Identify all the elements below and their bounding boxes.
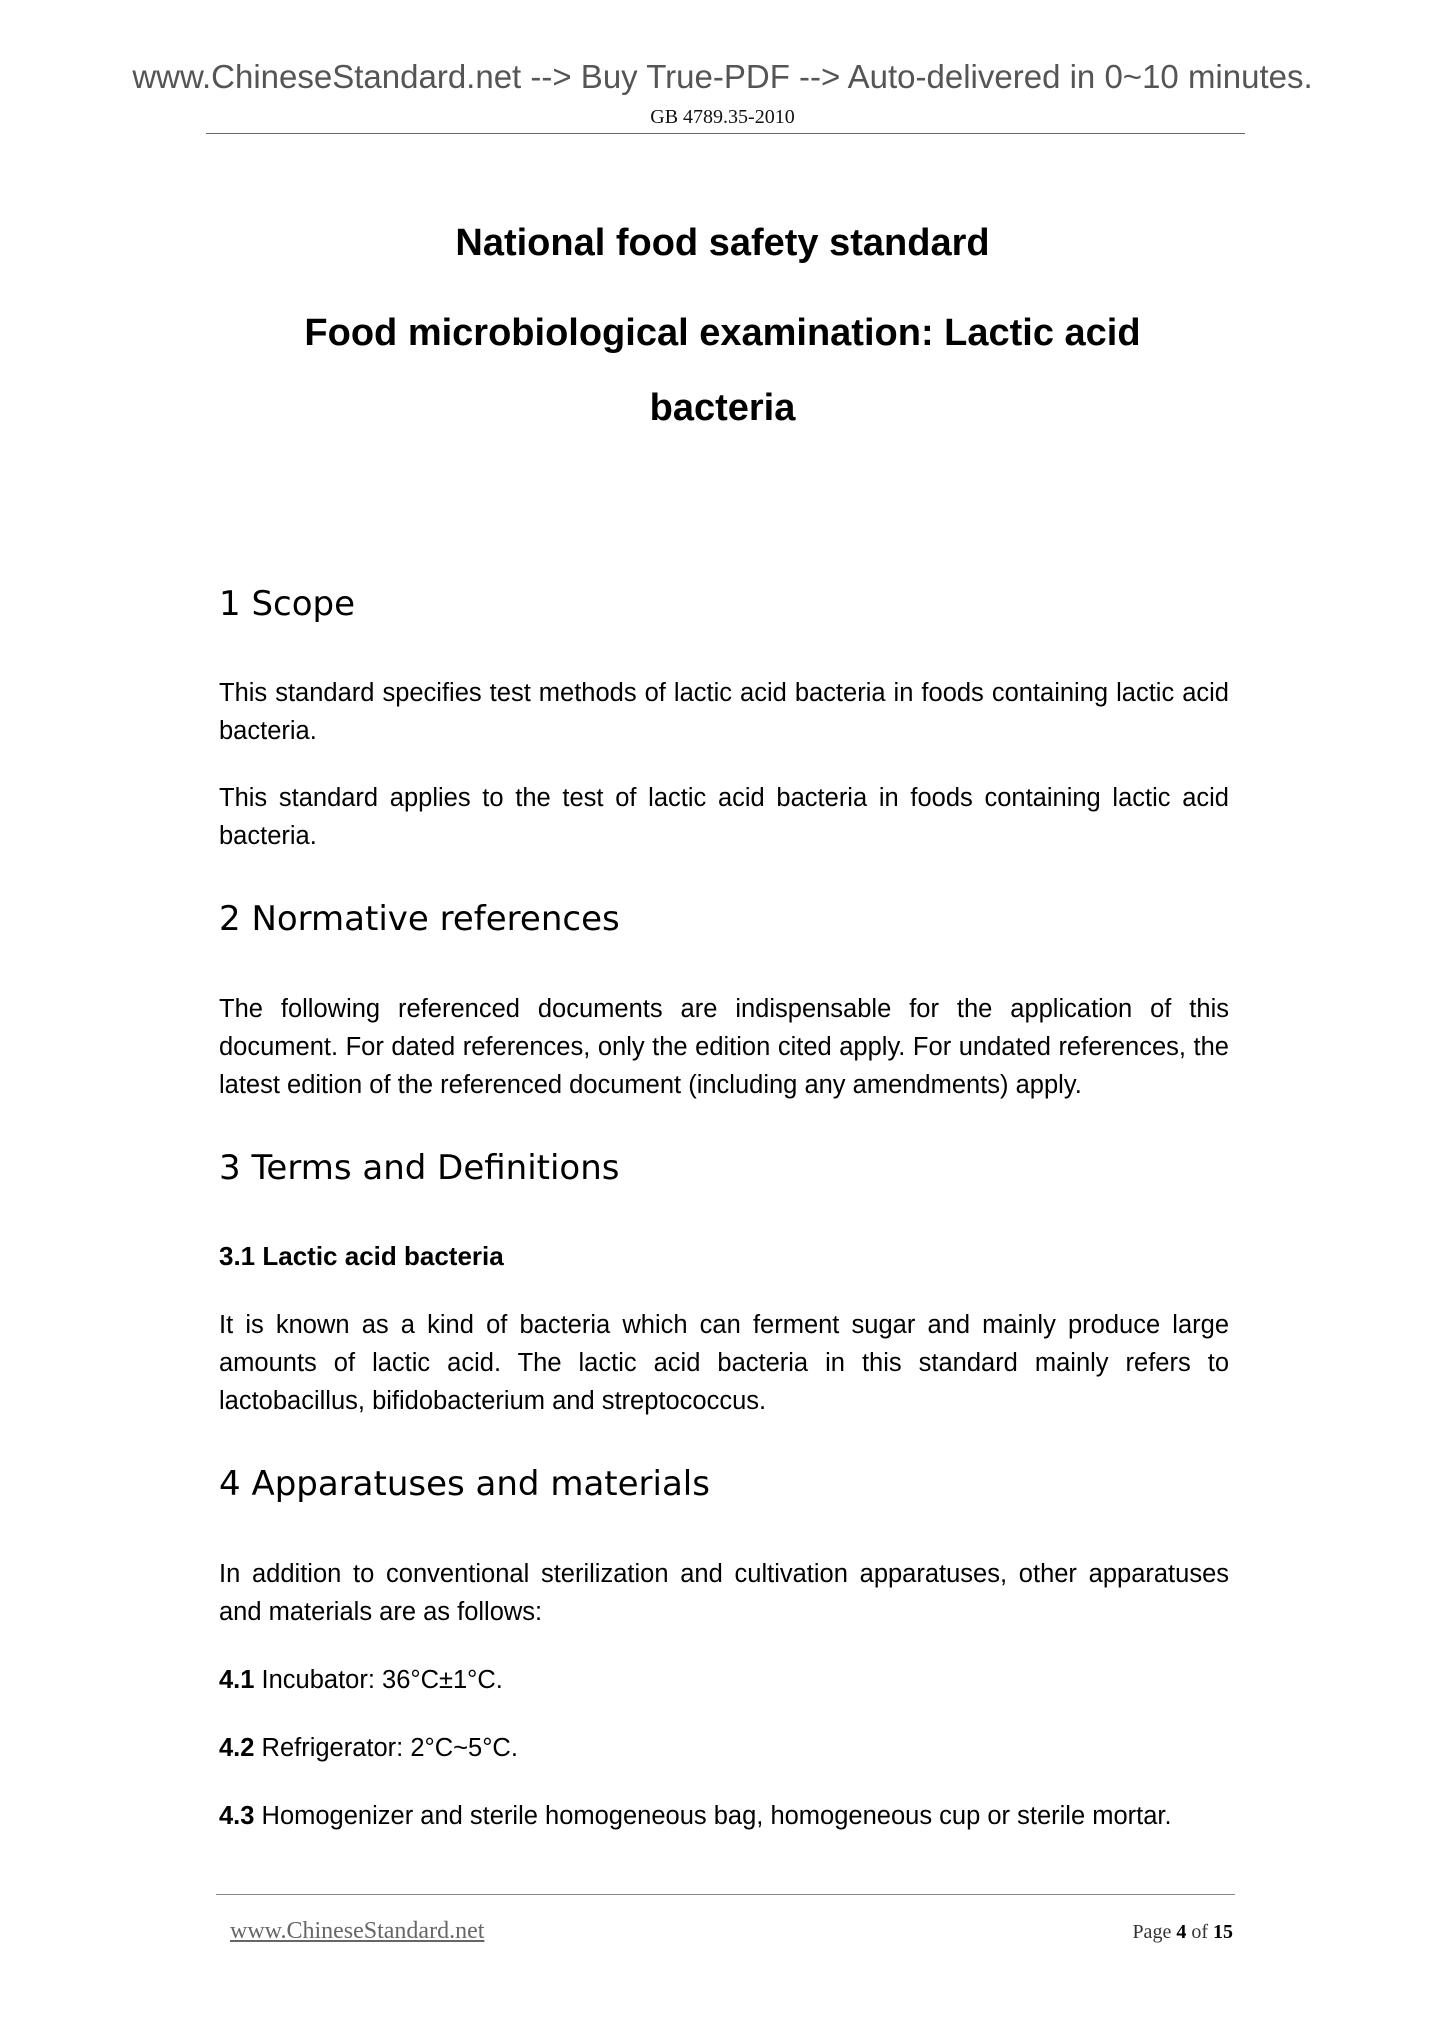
list-item-refrigerator [219,1729,1229,1767]
standard-number: GB 4789.35-2010 [650,106,795,128]
item-text: Homogenizer and sterile homogeneous bag, homogeneous cup or sterile mortar. [254,1802,1172,1830]
definition-paragraph: It is known as a kind of bacteria which can ferment sugar and mainly produce large amounts of lactic acid. The lactic acid bacteria in this standard mainly refers to lactobacillus, bifidobacterium and streptococcus. [219,1311,1229,1415]
document-title-line1: National food safety standard [455,222,990,264]
apparatuses-intro-paragraph: In addition to conventional sterilization and cultivation apparatuses, other apparatuses and materials are as follows: [219,1560,1229,1626]
section-heading-normative-references: 2 Normative references [219,899,620,939]
page-indicator [1132,1921,1233,1944]
section-heading-apparatuses: 4 Apparatuses and materials [219,1464,710,1504]
item-text: Refrigerator: 2°C~5°C. [254,1734,518,1762]
page-current: 4 [1176,1921,1187,1943]
section-heading-scope: 1 Scope [219,584,356,624]
item-text: Incubator: 36°C±1°C. [254,1666,503,1694]
section-heading-terms-definitions: 3 Terms and Definitions [219,1148,620,1188]
list-item-homogenizer [219,1797,1229,1835]
header-banner: www.ChineseStandard.net --> Buy True-PDF --> Auto-delivered in 0~10 minutes. [132,58,1313,95]
document-title-line2: Food microbiological examination: Lactic acid [304,312,1141,354]
page-label: Page [1132,1921,1177,1943]
scope-paragraph-2: This standard applies to the test of lactic acid bacteria in foods containing lactic acid bacteria. [219,784,1229,850]
scope-paragraph-1: This standard specifies test methods of lactic acid bacteria in foods containing lactic acid bacteria. [219,679,1229,745]
item-number: 4.1 [219,1666,255,1694]
item-number: 4.3 [219,1802,255,1830]
page-of: of [1186,1921,1213,1943]
footer-site-link[interactable]: www.ChineseStandard.net [230,1918,485,1944]
subsection-heading-lactic-acid-bacteria: 3.1 Lactic acid bacteria [219,1241,504,1271]
list-item-incubator [219,1661,1229,1699]
document-title-line3: bacteria [649,387,796,429]
page-total: 15 [1213,1921,1233,1943]
header-divider [206,133,1245,134]
normative-references-paragraph: The following referenced documents are indispensable for the application of this document. For dated references, only the edition cited apply. For undated references, the latest edition of the referenced document (including any amendments) apply. [219,995,1229,1099]
footer-divider [216,1894,1235,1895]
item-number: 4.2 [219,1734,255,1762]
